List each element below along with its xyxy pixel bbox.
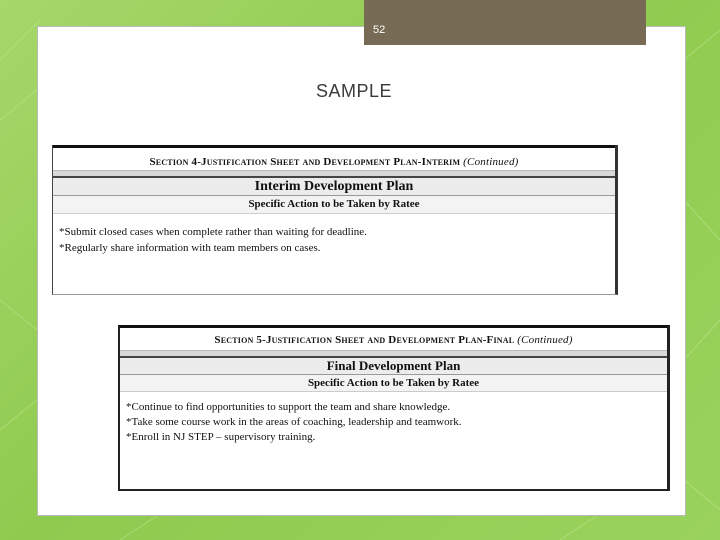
final-plan-document <box>118 325 670 491</box>
section-title-text: Section 4-Justification Sheet and Development Plan-Interim <box>149 156 461 168</box>
interim-plan-document <box>52 145 618 295</box>
plan-title: Final Development Plan <box>120 356 667 375</box>
continued-label: (Continued) <box>517 334 573 346</box>
action-list <box>120 392 667 453</box>
section-title <box>53 145 615 170</box>
slide-number-box <box>364 0 646 45</box>
action-list <box>53 214 615 266</box>
continued-label: (Continued) <box>463 156 519 168</box>
action-item: *Submit closed cases when complete rather than waiting for deadline. <box>59 226 367 238</box>
plan-subheading: Specific Action to be Taken by Ratee <box>120 375 667 392</box>
plan-subheading: Specific Action to be Taken by Ratee <box>53 196 615 214</box>
section-title-text: Section 5-Justification Sheet and Development Plan-Final <box>214 334 515 346</box>
sample-heading: SAMPLE <box>316 81 393 101</box>
action-item: *Continue to find opportunities to support the team and share knowledge. <box>126 401 451 413</box>
slide-number: 52 <box>373 24 386 36</box>
action-item: *Regularly share information with team members on cases. <box>59 242 321 254</box>
section-title <box>120 328 667 350</box>
action-item: *Take some course work in the areas of coaching, leadership and teamwork. <box>126 416 462 428</box>
action-item: *Enroll in NJ STEP – supervisory training. <box>126 431 316 443</box>
plan-title: Interim Development Plan <box>53 176 615 196</box>
